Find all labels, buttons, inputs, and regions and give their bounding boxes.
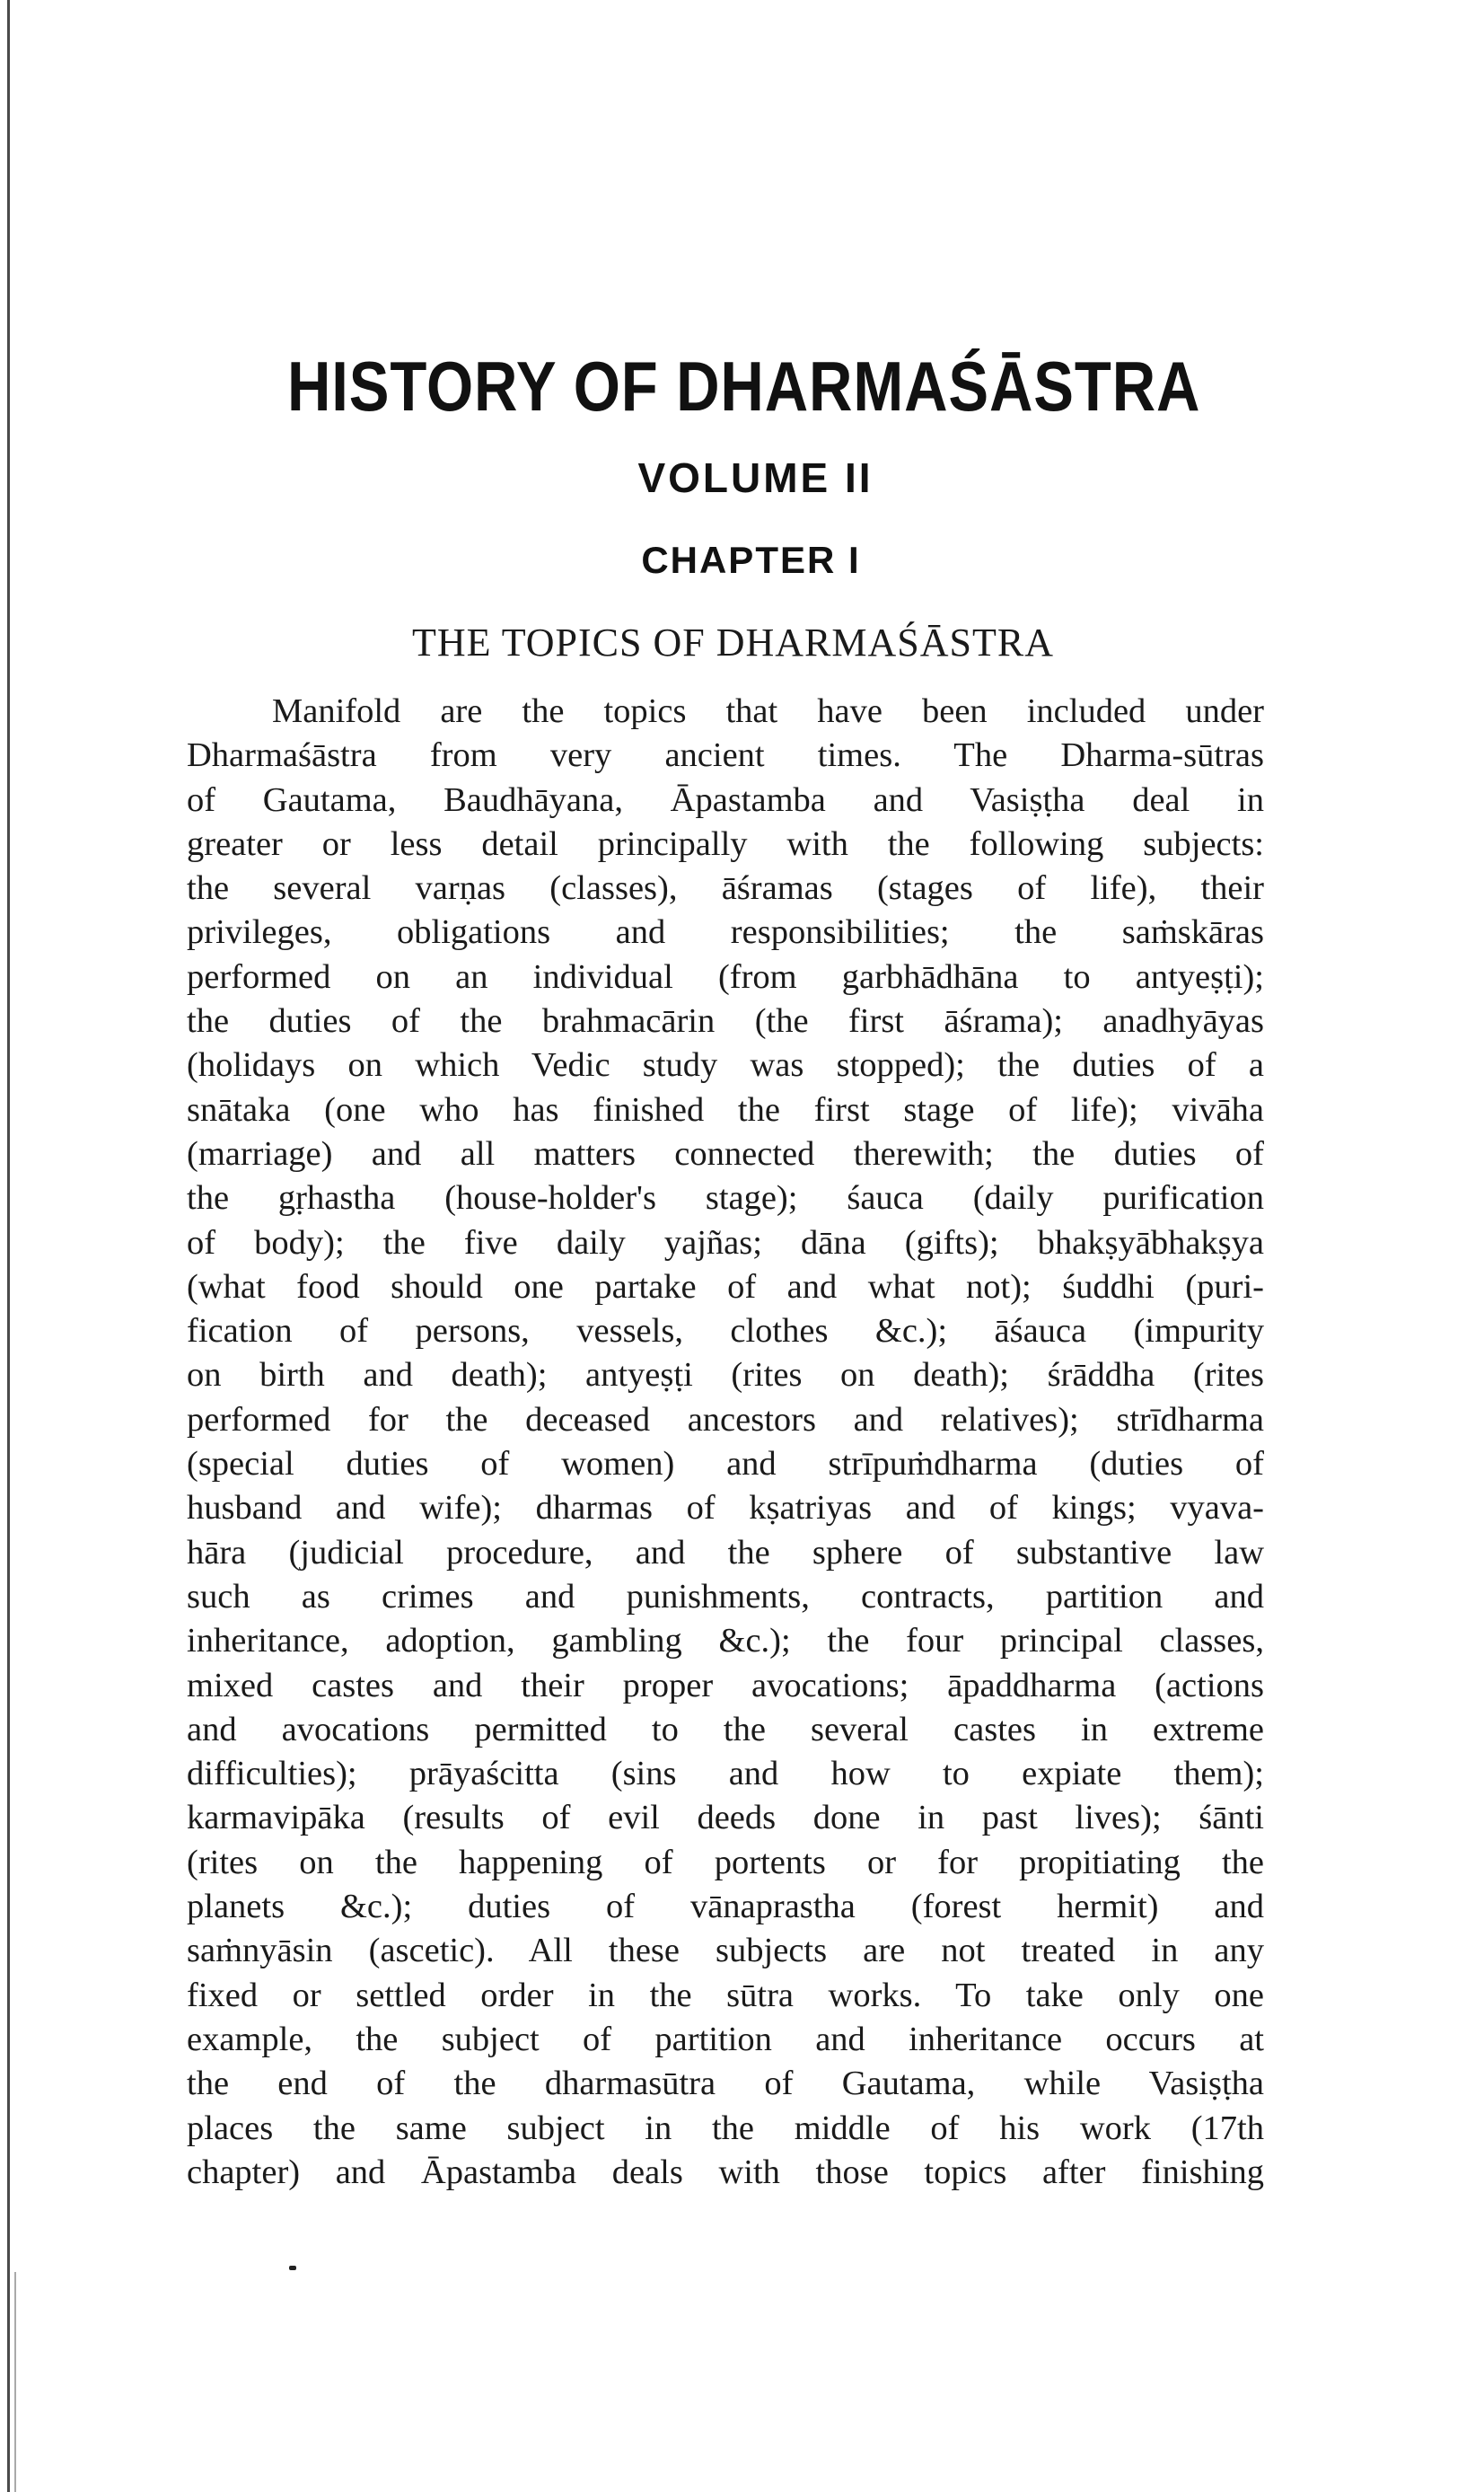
text-line: hāra (judicial procedure, and the sphere of substantive law xyxy=(187,1533,1264,1572)
text-line: the several varṇas (classes), āśramas (stages of life), their xyxy=(187,869,1264,908)
text-line: on birth and death); antyeṣṭi (rites on death); śrāddha (rites xyxy=(187,1356,1264,1395)
text-line: and avocations permitted to the several castes in extreme xyxy=(187,1710,1264,1748)
chapter-title-text: THE TOPICS OF DHARMAŚĀSTRA xyxy=(411,621,1055,665)
text-line: (marriage) and all matters connected therewith; the duties of xyxy=(187,1134,1264,1173)
chapter-heading-text: CHAPTER I xyxy=(641,539,861,581)
text-line: karmavipāka (results of evil deeds done in past lives); śānti xyxy=(187,1799,1264,1837)
page-edge-shadow xyxy=(14,2272,16,2492)
text-line: performed for the deceased ancestors and relatives); strīdharma xyxy=(187,1400,1264,1439)
text-line: mixed castes and their proper avocations; āpaddharma (actions xyxy=(187,1666,1264,1704)
text-line: places the same subject in the middle of his work (17th xyxy=(187,2109,1264,2147)
print-speck xyxy=(289,2266,296,2270)
text-line: example, the subject of partition and inheritance occurs at xyxy=(187,2020,1264,2058)
page-edge-rule xyxy=(7,0,10,2492)
text-line: saṁnyāsin (ascetic). All these subjects are not treated in any xyxy=(187,1932,1264,1970)
text-line: of body); the five daily yajñas; dāna (gifts); bhakṣyābhakṣya xyxy=(187,1223,1264,1262)
text-line: (holidays on which Vedic study was stopped); the duties of a xyxy=(187,1046,1264,1085)
chapter-heading xyxy=(0,539,1484,582)
text-line: (rites on the happening of portents or for propitiating the xyxy=(187,1843,1264,1881)
text-line: the duties of the brahmacārin (the first āśrama); anadhyāyas xyxy=(187,1002,1264,1041)
text-line: greater or less detail principally with the following subjects: xyxy=(187,824,1264,863)
text-line: such as crimes and punishments, contracts, partition and xyxy=(187,1577,1264,1616)
text-line: privileges, obligations and responsibilities; the saṁskāras xyxy=(187,913,1264,952)
text-line: the gṛhastha (house-holder's stage); śauca (daily purification xyxy=(187,1179,1264,1218)
text-line: of Gautama, Baudhāyana, Āpastamba and Vasiṣṭha deal in xyxy=(187,780,1264,819)
body-paragraph xyxy=(187,690,1264,2195)
text-line: fixed or settled order in the sūtra works. To take only one xyxy=(187,1976,1264,2014)
text-line: (special duties of women) and strīpuṁdharma (duties of xyxy=(187,1445,1264,1484)
text-line: snātaka (one who has finished the first stage of life); vivāha xyxy=(187,1090,1264,1129)
text-line: planets &c.); duties of vānaprastha (forest hermit) and xyxy=(187,1888,1264,1926)
text-line: chapter) and Āpastamba deals with those topics after finishing xyxy=(187,2153,1264,2191)
text-line: inheritance, adoption, gambling &c.); the four principal classes, xyxy=(187,1622,1264,1660)
text-line: (what food should one partake of and what not); śuddhi (puri- xyxy=(187,1267,1264,1306)
text-line: fication of persons, vessels, clothes &c.); āśauca (impurity xyxy=(187,1312,1264,1351)
text-line: husband and wife); dharmas of kṣatriyas and of kings; vyava- xyxy=(187,1489,1264,1528)
volume-heading-text: VOLUME II xyxy=(637,454,874,501)
text-line: performed on an individual (from garbhādhāna to antyeṣṭi); xyxy=(187,957,1264,996)
text-line: Manifold are the topics that have been included under xyxy=(272,692,1264,730)
volume-heading xyxy=(0,453,1484,502)
chapter-title xyxy=(0,620,1484,665)
text-line: the end of the dharmasūtra of Gautama, while Vasiṣṭha xyxy=(187,2065,1264,2103)
book-title: HISTORY OF DHARMAŚĀSTRA xyxy=(287,347,1201,426)
text-line: Dharmaśāstra from very ancient times. The Dharma-sūtras xyxy=(187,736,1264,775)
text-line: difficulties); prāyaścitta (sins and how to expiate them); xyxy=(187,1755,1264,1793)
